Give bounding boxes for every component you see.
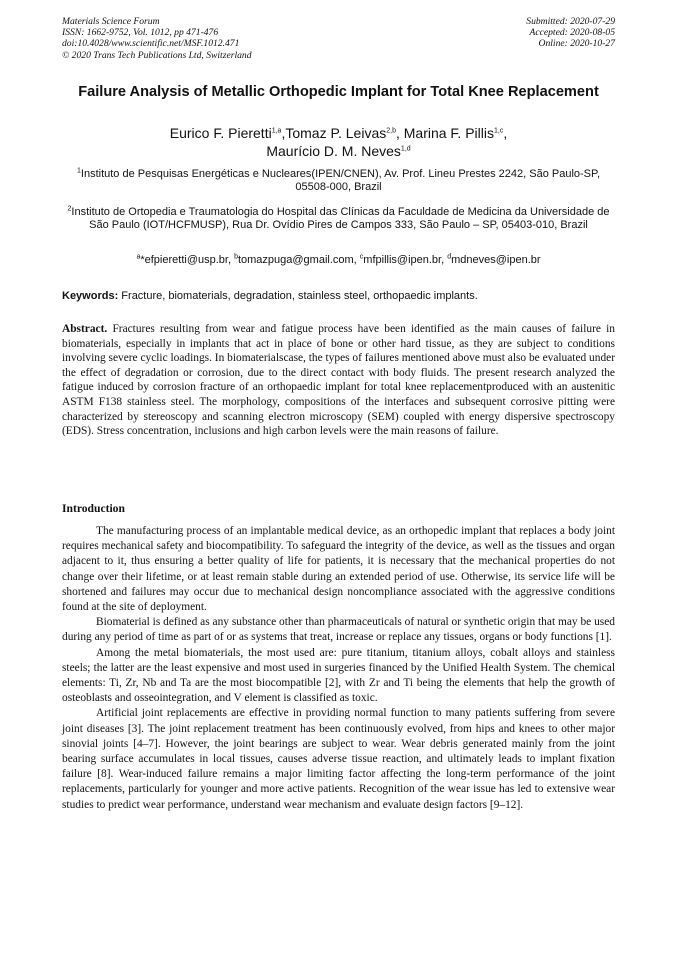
abstract-text: Fractures resulting from wear and fatigue process have been identified as the main causes of failure in biomaterials, especially in implants that act in place of bone or other hard tissue, as they are subject to conditions involving severe cyclic loadings. In biomaterialscase, the types of failures mentioned above must also be evaluated under the effect of degradation or corrosion, due to the direct contact with body fluids. The present research analyzed the fatigue induced by corrosion fracture of an orthopaedic implant for total knee replacementproduced with an austenitic ASTM F138 stainless steel. The morphology, compositions of the interfaces and subsequent corrosive pitting were characterized by stereoscopy and scanning electron microscopy (SEM) coupled with energy dispersive spectroscopy (EDS). Stress concentration, inclusions and high carbon levels were the main reasons of failure. bbox=[62, 323, 615, 438]
publication-dates bbox=[526, 16, 615, 50]
author-name: Tomaz P. Leivas bbox=[285, 125, 387, 141]
journal-issn: ISSN: 1662-9752, Vol. 1012, pp 471-476 bbox=[62, 27, 219, 39]
author-emails bbox=[62, 254, 615, 267]
paragraph: Among the metal biomaterials, the most used are: pure titanium, titanium alloys, cobalt alloys and stainless steels; the latter are the least expensive and most used in surgeries financed by the Unified Health System. The chemical elements: Ti, Zr, Nb and Ta are the most biocompatible [2], with Zr and Ti being the elements that help the growth of osteoblasts and osseointegration, and V element is classified as toxic. bbox=[62, 646, 615, 705]
author-separator: , bbox=[503, 125, 508, 141]
author-name: Marina F. Pillis bbox=[403, 125, 494, 141]
journal-header bbox=[62, 16, 252, 61]
affiliation-number: 1 bbox=[76, 167, 81, 175]
affiliation-text: Instituto de Pesquisas Energéticas e Nucleares(IPEN/CNEN), Av. Prof. Lineu Prestes 2242, São Paulo-SP, 05508-000, Brazil bbox=[80, 168, 600, 194]
author-separator: , bbox=[281, 125, 286, 141]
email-c: mfpillis@ipen.br, bbox=[363, 254, 448, 266]
affiliation-2 bbox=[62, 206, 615, 233]
author-name: Eurico F. Pieretti bbox=[169, 125, 272, 141]
date-accepted: Accepted: 2020-08-05 bbox=[529, 27, 615, 39]
author-sup: 2,b bbox=[386, 127, 396, 135]
author-sup: 1,c bbox=[494, 127, 504, 135]
abstract-label: Abstract. bbox=[62, 323, 108, 335]
paper-title: Failure Analysis of Metallic Orthopedic Implant for Total Knee Replacement bbox=[78, 84, 599, 100]
abstract bbox=[62, 322, 615, 439]
section-heading-introduction: Introduction bbox=[62, 502, 125, 515]
date-submitted: Submitted: 2020-07-29 bbox=[526, 16, 615, 27]
author-sup: 1,d bbox=[400, 145, 411, 153]
affiliation-text: Instituto de Ortopedia e Traumatologia do Hospital das Clínicas da Faculdade de Medicina da Universidade de São Paulo (IOT/HCFMUSP), Rua Dr. Ovídio Pires de Campos 333, São Paulo – SP, 05403-010, Brazil bbox=[71, 206, 610, 232]
email-a: *efpieretti@usp.br, bbox=[140, 254, 235, 266]
date-online: Online: 2020-10-27 bbox=[538, 38, 615, 50]
keywords-label: Keywords: bbox=[62, 290, 119, 302]
journal-copyright: © 2020 Trans Tech Publications Ltd, Switzerland bbox=[62, 49, 252, 61]
author-sup: 1,a bbox=[271, 127, 282, 135]
introduction-body bbox=[62, 524, 615, 813]
author-separator: , bbox=[395, 125, 404, 141]
journal-doi: doi:10.4028/www.scientific.net/MSF.1012.471 bbox=[62, 38, 240, 50]
keywords bbox=[62, 290, 615, 303]
email-sup: a bbox=[136, 253, 141, 261]
author-list bbox=[62, 124, 615, 160]
email-d: mdneves@ipen.br bbox=[451, 254, 541, 266]
email-sup: c bbox=[359, 253, 364, 261]
paragraph: Biomaterial is defined as any substance other than pharmaceuticals of natural or synthetic origin that may be used during any period of time as part of or as systems that treat, increase or replace any tissues, organs or body functions [1]. bbox=[62, 616, 615, 644]
journal-name: Materials Science Forum bbox=[62, 16, 160, 27]
paragraph: Artificial joint replacements are effective in providing normal function to many patients suffering from severe joint diseases [3]. The joint replacement treatment has been continuously evolved, from hips and knees to other major sinovial joints [4–7]. However, the joint bearings are subject to wear. Wear debris generated mainly from the joint bearing surface accumulates in local tissues, causes adverse tissue reaction, and ultimately leads to implant fixation failure [8]. Wear-induced failure remains a major limiting factor affecting the long-term performance of the joint replacements, particularly for younger and more active patients. Recognition of the wear issue has led to extensive wear studies to predict wear performance, understand wear mechanism and evaluate design factors [9–12]. bbox=[62, 707, 615, 811]
email-sup: d bbox=[447, 253, 452, 261]
email-b: tomazpuga@gmail.com, bbox=[237, 254, 360, 266]
email-sup: b bbox=[234, 253, 238, 261]
paragraph: The manufacturing process of an implantable medical device, as an orthopedic implant that replaces a body joint requires mechanical safety and biocompatibility. To safeguard the integrity of the device, as well as the tissues and organ adjacent to it, thus ensuring a better quality of life for patients, it is necessary that the mechanical properties do not change over their lifetime, or at least remain stable during an extended period of use. Otherwise, its service life will be shortened and failures may occur due to mechanical design noncompliance associated with the aggressive conditions found at the site of deployment. bbox=[62, 525, 615, 614]
keywords-text: Fracture, biomaterials, degradation, stainless steel, orthopaedic implants. bbox=[118, 290, 478, 302]
affiliation-1 bbox=[62, 168, 615, 195]
affiliation-number: 2 bbox=[67, 205, 72, 213]
author-name: Maurício D. M. Neves bbox=[266, 143, 401, 159]
